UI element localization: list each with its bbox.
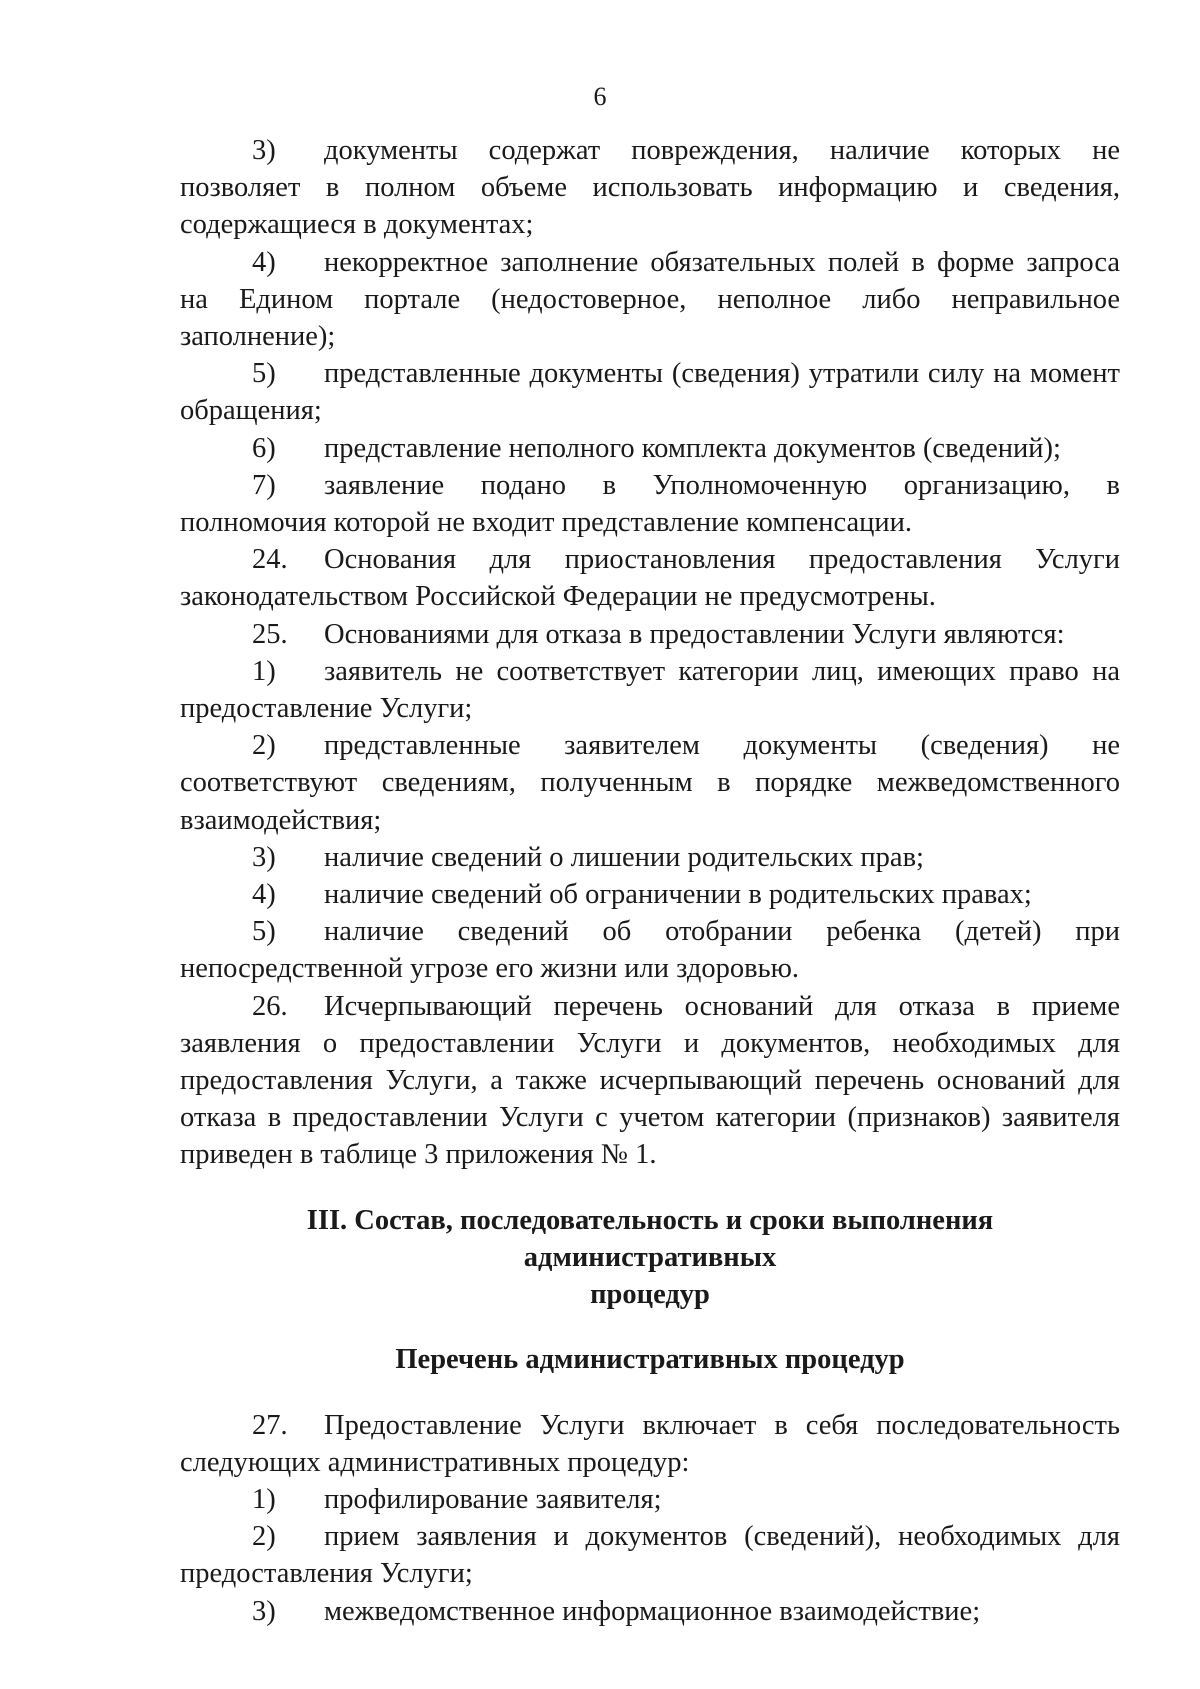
paragraph — [180, 653, 1120, 727]
document-body — [180, 132, 1120, 1630]
paragraph-text: заявитель не соответствует категории лиц, имеющих право на предоставление Услуги; — [180, 655, 1120, 725]
paragraph — [180, 541, 1120, 615]
paragraph-number: 25. — [252, 618, 288, 650]
subsection-heading: Перечень административных процедур — [395, 1344, 905, 1376]
paragraph-text: профилирование заявителя; — [324, 1483, 662, 1515]
paragraph-number: 1) — [252, 1483, 276, 1515]
section-heading-line-2: процедур — [590, 1279, 710, 1311]
section-heading-line-1: III. Состав, последовательность и сроки выполнения административных — [306, 1204, 994, 1273]
paragraph-number: 3) — [252, 841, 276, 873]
paragraph-text: представленные документы (сведения) утратили силу на момент обращения; — [180, 358, 1120, 427]
page-number: 6 — [593, 82, 607, 111]
paragraph-number: 3) — [252, 1595, 276, 1627]
paragraph-text: Исчерпывающий перечень оснований для отказа в приеме заявления о предоставлении Услуги и документов, необходимых для предоставления Услуги, а также исчерпывающий перечень оснований для отказа в предоставлении Услуги с учетом категории (признаков) заявителя приведен в таблице 3 приложения № 1. — [180, 990, 1120, 1171]
paragraph — [180, 1518, 1120, 1592]
paragraph-number: 2) — [252, 730, 276, 762]
paragraph-number: 24. — [252, 544, 288, 576]
paragraph — [180, 1593, 1120, 1630]
paragraph-text: наличие сведений о лишении родительских прав; — [324, 841, 924, 873]
section-heading — [180, 1202, 1120, 1314]
paragraph-number: 5) — [252, 358, 276, 390]
paragraph — [180, 616, 1120, 653]
paragraph-number: 2) — [252, 1521, 276, 1553]
paragraph-number: 7) — [252, 469, 276, 501]
paragraph-text: некорректное заполнение обязательных полей в форме запроса на Едином портале (недостоверное, неполное либо неправильное заполнение); — [180, 246, 1120, 353]
paragraph — [180, 913, 1120, 987]
paragraph-text: заявление подано в Уполномоченную организацию, в полномочия которой не входит представление компенсации. — [180, 469, 1120, 539]
paragraph-number: 27. — [252, 1409, 288, 1441]
paragraph-number: 6) — [252, 432, 276, 464]
paragraph-text: представление неполного комплекта документов (сведений); — [324, 432, 1061, 464]
paragraph — [180, 467, 1120, 541]
paragraph-text: Основаниями для отказа в предоставлении Услуги являются: — [324, 618, 1065, 650]
paragraph-number: 5) — [252, 916, 276, 948]
paragraph-text: наличие сведений об отобрании ребенка (детей) при непосредственной угрозе его жизни или здоровью. — [180, 916, 1120, 985]
paragraph — [180, 727, 1120, 839]
paragraph — [180, 355, 1120, 429]
paragraph-number: 1) — [252, 655, 276, 687]
paragraph-text: Основания для приостановления предоставления Услуги законодательством Российской Федерации не предусмотрены. — [180, 544, 1120, 613]
paragraph — [180, 839, 1120, 876]
paragraph-text: представленные заявителем документы (сведения) не соответствуют сведениям, полученным в порядке межведомственного взаимодействия; — [180, 730, 1120, 836]
paragraph-group-grounds — [180, 132, 1120, 1174]
paragraph-number: 4) — [252, 246, 276, 278]
paragraph — [180, 430, 1120, 467]
paragraph-text: прием заявления и документов (сведений), необходимых для предоставления Услуги; — [180, 1521, 1120, 1590]
paragraph-number: 26. — [252, 990, 288, 1022]
paragraph — [180, 1481, 1120, 1518]
paragraph — [180, 988, 1120, 1174]
paragraph-number: 3) — [252, 135, 276, 166]
paragraph-text: Предоставление Услуги включает в себя последовательность следующих административных процедур: — [180, 1409, 1120, 1478]
paragraph — [180, 1407, 1120, 1481]
paragraph-number: 4) — [252, 879, 276, 911]
paragraph-text: межведомственное информационное взаимодействие; — [324, 1595, 981, 1627]
paragraph — [180, 132, 1120, 244]
paragraph — [180, 244, 1120, 356]
paragraph-text: документы содержат повреждения, наличие которых не позволяет в полном объеме использовать информацию и сведения, содержащиеся в документах; — [180, 135, 1120, 241]
paragraph-text: наличие сведений об ограничении в родительских правах; — [324, 879, 1032, 911]
paragraph — [180, 876, 1120, 913]
paragraph-group-procedures — [180, 1407, 1120, 1630]
